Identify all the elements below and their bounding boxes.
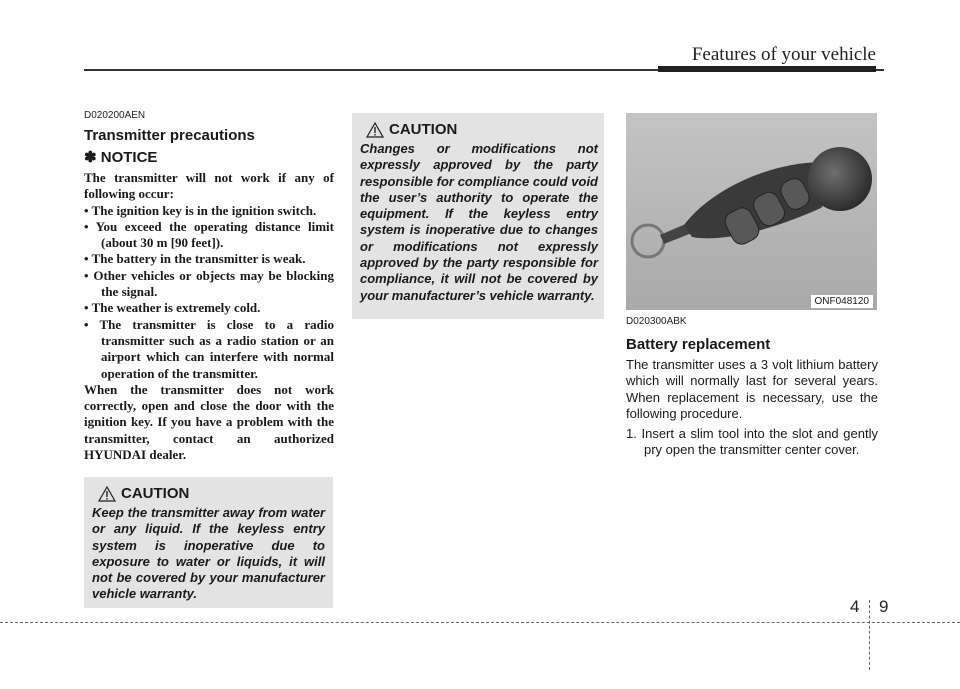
section-title: Battery replacement bbox=[626, 336, 771, 353]
page-number: 9 bbox=[879, 597, 889, 616]
caution-title: CAUTION bbox=[121, 485, 190, 502]
battery-intro: The transmitter uses a 3 volt lithium battery which will normally last for several years. When replacement is necessary, use the following procedure. bbox=[626, 357, 878, 421]
chapter-number: 4 bbox=[850, 597, 860, 616]
notice-intro: The transmitter will not work if any of following occur: bbox=[84, 170, 334, 202]
left-column bbox=[84, 110, 334, 463]
section-title: Transmitter precautions bbox=[84, 127, 255, 144]
caution-text: Changes or modifications not expressly approved by the party responsible for compliance could void the user’s authority to operate the equipment. If the keyless entry system is inoperative due to changes or modifications not expressly approved by the party responsible for compliance, it will not be covered by your manufacturer’s vehicle warranty. bbox=[360, 141, 598, 303]
notice-bullet: • The battery in the transmitter is weak. bbox=[84, 251, 306, 267]
notice-outro: When the transmitter does not work correctly, open and close the door with the ignition key. If you have a problem with the transmitter, contact an authorized HYUNDAI dealer. bbox=[84, 381, 334, 463]
battery-body bbox=[626, 357, 878, 459]
caution-box-water bbox=[84, 477, 333, 608]
caution-box-modifications bbox=[352, 113, 604, 319]
notice-bullet: • Other vehicles or objects may be blocking the signal. bbox=[84, 267, 334, 300]
caution-text: Keep the transmitter away from water or any liquid. If the keyless entry system is inoperative due to exposure to water or liquids, it will not be covered by your manufacturer vehicle warranty. bbox=[92, 505, 325, 602]
caution-title: CAUTION bbox=[389, 121, 458, 138]
footer-divider bbox=[869, 600, 870, 670]
notice-bullet: • You exceed the operating distance limit (about 30 m [90 feet]). bbox=[84, 218, 334, 251]
key-fob-illustration bbox=[626, 113, 877, 310]
footer-rule bbox=[0, 622, 960, 623]
notice-bullet: • The ignition key is in the ignition switch. bbox=[84, 202, 317, 218]
header-rule-thick bbox=[658, 66, 876, 72]
battery-step: 1. Insert a slim tool into the slot and gently pry open the transmitter center cover. bbox=[626, 426, 878, 458]
notice-heading: ✽ NOTICE bbox=[84, 149, 158, 166]
warning-triangle-icon bbox=[98, 486, 116, 502]
warning-triangle-icon bbox=[366, 122, 384, 138]
notice-body bbox=[84, 170, 334, 463]
section-code: D020200AEN bbox=[84, 110, 146, 121]
notice-bullet: • The weather is extremely cold. bbox=[84, 300, 261, 316]
page-header-title: Features of your vehicle bbox=[691, 44, 876, 65]
figure-caption: ONF048120 bbox=[811, 295, 873, 308]
notice-bullet: • The transmitter is close to a radio transmitter such as a radio station or an airport which can interfere with normal operation of the transmitter. bbox=[84, 316, 334, 381]
section-code: D020300ABK bbox=[626, 316, 687, 327]
key-fob-photo bbox=[626, 113, 877, 310]
right-column bbox=[626, 316, 878, 459]
